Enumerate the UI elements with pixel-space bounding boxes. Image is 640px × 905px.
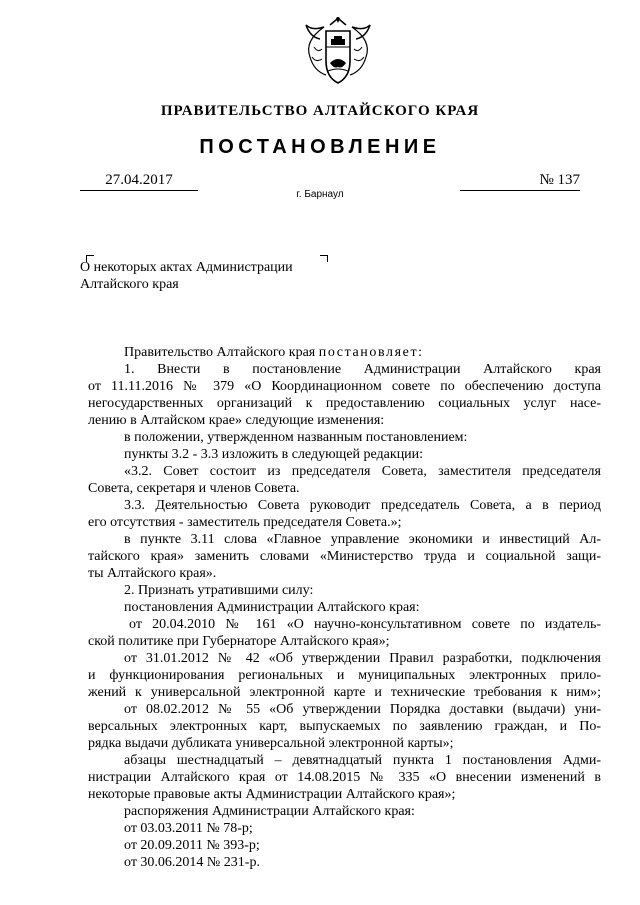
document-subject [80, 259, 293, 293]
body-line: в пункте 3.11 слова «Главное управление экономики и инвестиций Ал- [124, 532, 601, 547]
body-line: негосударственных организаций к предоставлению социальных услуг насе- [88, 396, 601, 411]
body-intro-text: Правительство Алтайского края [124, 345, 319, 360]
document-number: № 137 [460, 171, 580, 191]
city-name: г. Барнаул [296, 189, 344, 200]
body-line: тайского края» заменить словами «Министерство труда и социальной защи- [88, 549, 601, 564]
body-line: от 08.02.2012 № 55 «Об утверждении Порядка доставки (выдачи) уни- [124, 702, 601, 717]
body-line: от 31.01.2012 № 42 «Об утверждении Правил разработки, подключения [124, 651, 601, 666]
body-line: 3.3. Деятельностью Совета руководит председатель Совета, а в период [124, 498, 601, 513]
body-line: его отсутствия - заместитель председателя Совета.»; [88, 515, 402, 530]
body-line: абзацы шестнадцатый – девятнадцатый пункта 1 постановления Адми- [124, 753, 601, 768]
body-line: постановления Администрации Алтайского края: [124, 600, 420, 615]
document-type-title: ПОСТАНОВЛЕНИЕ [199, 136, 441, 158]
body-line: от 30.06.2014 № 231-р. [124, 855, 260, 870]
body-line: пункты 3.2 - 3.3 изложить в следующей редакции: [124, 447, 424, 462]
body-line: 1. Внести в постановление Администрации Алтайского края [124, 362, 601, 377]
body-line: «3.2. Совет состоит из председателя Совета, заместителя председателя [124, 464, 601, 479]
body-line: версальных электронных карт, выпускаемых по заявлению граждан, и По- [88, 719, 601, 734]
body-intro [88, 344, 601, 361]
body-intro-verb: постановляет: [318, 345, 424, 360]
government-name: ПРАВИТЕЛЬСТВО АЛТАЙСКОГО КРАЯ [160, 103, 480, 119]
body-line: от 03.03.2011 № 78-р; [124, 821, 253, 836]
body-line: от 11.11.2016 № 379 «О Координационном совете по обеспечению доступа [88, 379, 601, 394]
document-body [88, 344, 601, 871]
body-line: Совета, секретаря и членов Совета. [88, 481, 300, 496]
body-line: и функционирования региональных и муниципальных электронных прило- [88, 668, 601, 683]
body-line: в положении, утвержденном названным постановлением: [124, 430, 468, 445]
body-line: от 20.09.2011 № 393-р; [124, 838, 260, 853]
subject-line: Алтайского края [80, 277, 179, 292]
subject-bracket-right [320, 255, 328, 262]
body-line: ты Алтайского края». [88, 566, 217, 581]
body-line: жений к универсальной электронной карте и технические требования к ним»; [88, 685, 601, 700]
body-line: от 20.04.2010 № 161 «О научно-консультативном совете по издатель- [129, 617, 601, 632]
coat-of-arms-emblem [300, 17, 376, 85]
subject-line: О некоторых актах Администрации [80, 260, 293, 275]
body-line: распоряжения Администрации Алтайского края: [124, 804, 415, 819]
document-date: 27.04.2017 [80, 171, 198, 191]
body-line: рядка выдачи дубликата универсальной электронной карты»; [88, 736, 454, 751]
body-line: некоторые правовые акты Администрации Алтайского края»; [88, 787, 456, 802]
body-line: лению в Алтайском крае» следующие изменения: [88, 413, 385, 428]
body-line: 2. Признать утратившими силу: [124, 583, 314, 598]
body-line: ской политике при Губернаторе Алтайского края»; [88, 634, 390, 649]
body-line: нистрации Алтайского края от 14.08.2015 № 335 «О внесении изменений в [88, 770, 601, 785]
